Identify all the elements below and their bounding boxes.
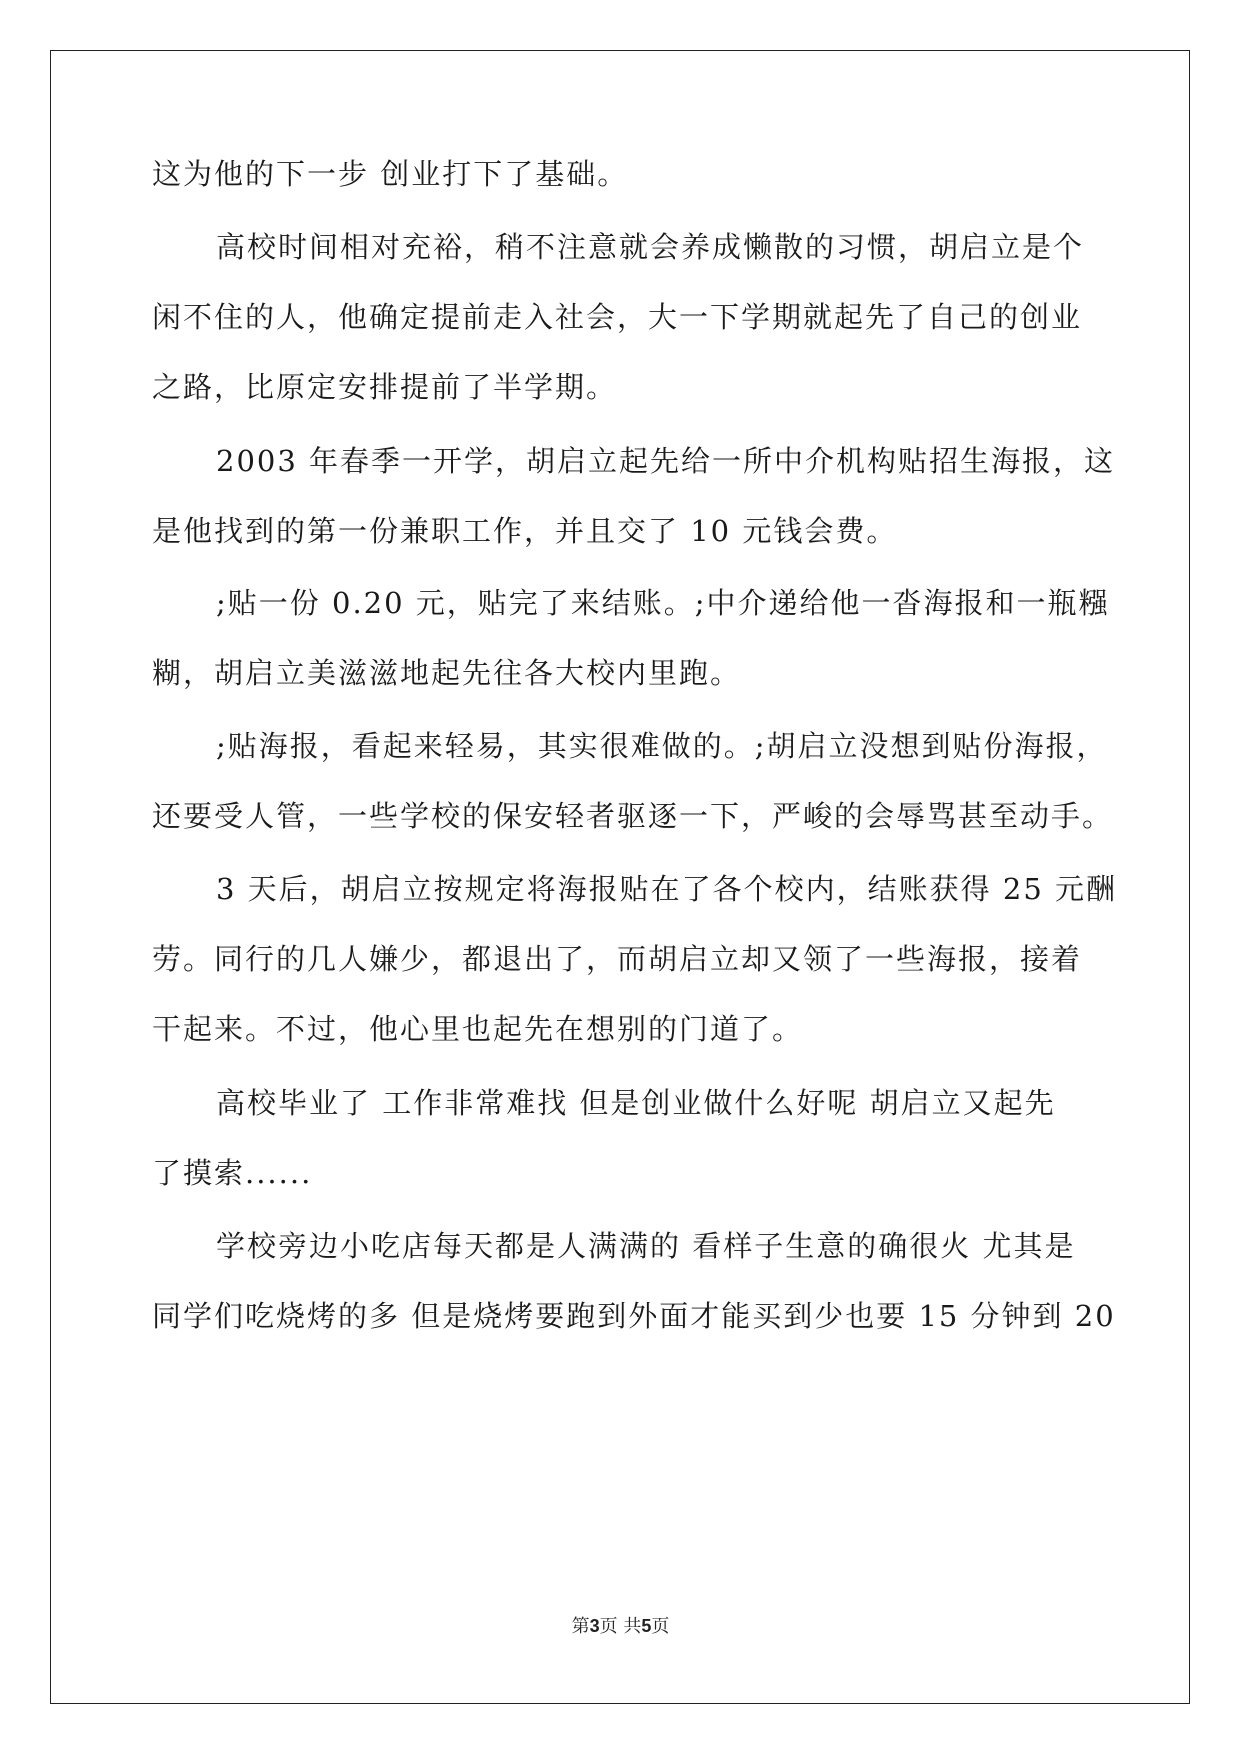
footer-prefix: 第 [571, 1616, 590, 1637]
text-line: 干起来。不过，他心里也起先在想别的门道了。 [152, 1012, 804, 1046]
paragraph-start-line: 3 天后，胡启立按规定将海报贴在了各个校内，结账获得 25 元酬 [216, 872, 1118, 906]
text-line: 闲不住的人，他确定提前走入社会，大一下学期就起先了自己的创业 [152, 300, 1083, 334]
text-line: 了摸索...... [152, 1156, 313, 1190]
text-line: 是他找到的第一份兼职工作，并且交了 10 元钱会费。 [152, 514, 898, 548]
total-page-number: 5 [641, 1616, 652, 1636]
page-number-footer [0, 1612, 1241, 1638]
paragraph-start-line: 学校旁边小吃店每天都是人满满的 看样子生意的确很火 尤其是 [216, 1229, 1076, 1263]
paragraph-start-line: ;贴一份 0.20 元，贴完了来结账。;中介递给他一沓海报和一瓶糨 [216, 586, 1110, 620]
paragraph-start-line: 2003 年春季一开学，胡启立起先给一所中介机构贴招生海报，这 [216, 444, 1116, 478]
text-line: 同学们吃烧烤的多 但是烧烤要跑到外面才能买到少也要 15 分钟到 20 [152, 1299, 1116, 1333]
text-line: 这为他的下一步 创业打下了基础。 [152, 157, 629, 191]
paragraph-start-line: ;贴海报，看起来轻易，其实很难做的。;胡启立没想到贴份海报， [216, 729, 1108, 763]
footer-suffix: 页 [651, 1616, 670, 1637]
text-line: 之路，比原定安排提前了半学期。 [152, 370, 618, 404]
paragraph-start-line: 高校毕业了 工作非常难找 但是创业做什么好呢 胡启立又起先 [216, 1086, 1056, 1120]
paragraph-start-line: 高校时间相对充裕，稍不注意就会养成懒散的习惯，胡启立是个 [216, 230, 1085, 264]
text-line: 糊，胡启立美滋滋地起先往各大校内里跑。 [152, 656, 742, 690]
footer-mid: 页 共 [599, 1616, 642, 1637]
current-page-number: 3 [589, 1616, 600, 1636]
text-line: 还要受人管，一些学校的保安轻者驱逐一下，严峻的会辱骂甚至动手。 [152, 799, 1114, 833]
text-line: 劳。同行的几人嫌少，都退出了，而胡启立却又领了一些海报，接着 [152, 942, 1083, 976]
